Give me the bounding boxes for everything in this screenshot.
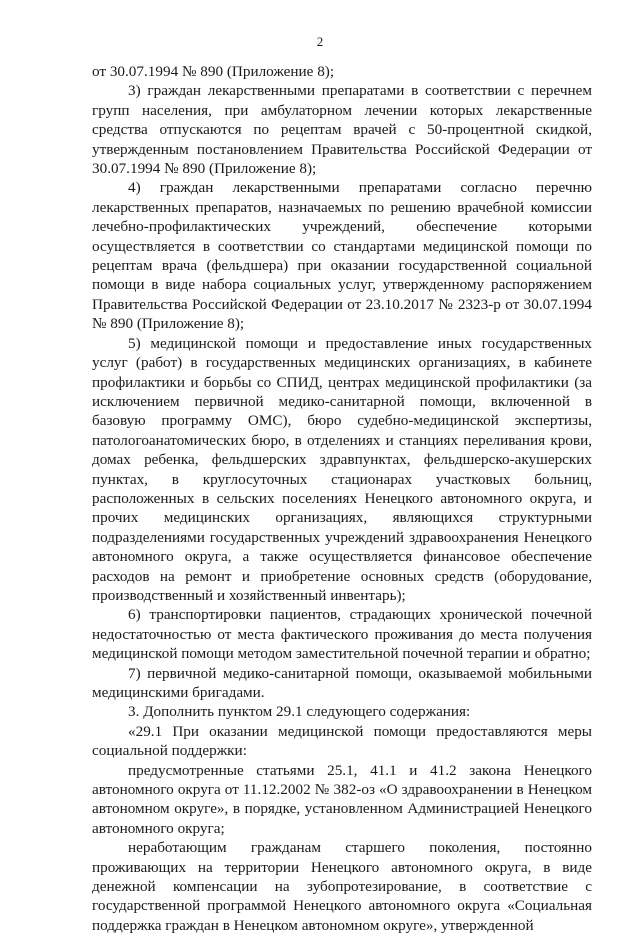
paragraph-support-law: предусмотренные статьями 25.1, 41.1 и 41.2 закона Ненецкого автономного округа от 11.12.2002 № 382-оз «О здравоохранении в Ненецком автономном округе», в порядке, установленном Администрацией Ненецкого автономного округа; xyxy=(92,761,592,837)
paragraph-29-1: «29.1 При оказании медицинской помощи предоставляются меры социальной поддержки: xyxy=(92,722,592,760)
paragraph-item-4: 4) граждан лекарственными препаратами согласно перечню лекарственных препаратов, назначаемых по решению врачебной комиссии лечебно-профилактических учреждений, обеспечение которыми осуществляется в соответствии со стандартами медицинской помощи по рецептам врача (фельдшера) при оказании государственной социальной помощи в виде набора социальных услуг, утвержденному распоряжением Правительства Российской Федерации от 23.10.2017 № 2323-р от 30.07.1994 № 890 (Приложение 8); xyxy=(92,179,592,333)
paragraph-item-6: 6) транспортировки пациентов, страдающих хронической почечной недостаточностью от места фактического проживания до места получения медицинской помощи методом заместительной почечной терапии и обратно; xyxy=(92,606,592,663)
page-number: 2 xyxy=(316,34,324,49)
document-body xyxy=(92,62,592,935)
paragraph-item-7: 7) первичной медико-санитарной помощи, оказываемой мобильными медицинскими бригадами. xyxy=(92,664,592,701)
paragraph-item-3: 3) граждан лекарственными препаратами в соответствии с перечнем групп населения, при амбулаторном лечении которых лекарственные средства отпускаются по рецептам врачей с 50-процентной скидкой, утвержденным постановлением Правительства Российской Федерации от 30.07.1994 № 890 (Приложение 8); xyxy=(92,82,592,178)
paragraph-support-elderly: неработающим гражданам старшего поколения, постоянно проживающих на территории Ненецкого автономного округа, в виде денежной компенсации на зубопротезирование, в соответствие с государственной программой Ненецкого автономного округа «Социальная поддержка граждан в Ненецком автономном округе», утвержденной xyxy=(92,839,592,934)
paragraph-item-5: 5) медицинской помощи и предоставление иных государственных услуг (работ) в государственных медицинских организациях, в кабинете профилактики и борьбы со СПИД, центрах медицинской профилактики (за исключением первичной медико-санитарной помощи, включенной в базовую программу ОМС), бюро судебно-медицинской экспертизы, патологоанатомических бюро, в отделениях и станциях переливания крови, домах ребенка, фельдшерских здравпунктах, фельдшерско-акушерских пунктах, в круглосуточных стационарах участковых больниц, расположенных в сельских поселениях Ненецкого автономного округа, и прочих медицинских организациях, являющихся структурными подразделениями государственных учреждений здравоохранения Ненецкого автономного округа, а также осуществляется финансовое обеспечение расходов на ремонт и приобретение основных средств (оборудование, производственный и хозяйственный инвентарь); xyxy=(92,334,592,604)
paragraph-section-3: 3. Дополнить пунктом 29.1 следующего содержания: xyxy=(128,703,471,721)
paragraph: от 30.07.1994 № 890 (Приложение 8); xyxy=(92,63,335,80)
